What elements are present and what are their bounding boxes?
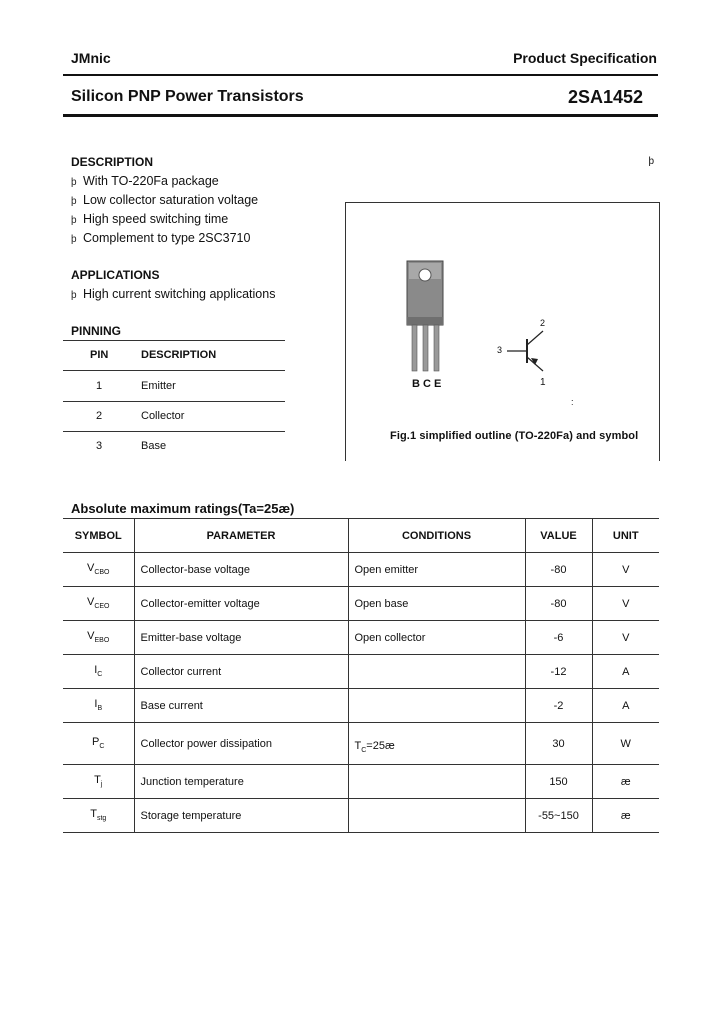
value-cell: -80 [525, 553, 592, 587]
description-item: þ With TO-220Fa package [71, 174, 219, 188]
pin-number: 2 [96, 410, 103, 422]
description-heading: DESCRIPTION [71, 155, 154, 169]
stray-mark: : [571, 397, 574, 407]
parameter-cell: Emitter-base voltage [134, 621, 348, 655]
corner-mark: þ [648, 156, 654, 167]
conditions-cell [348, 765, 525, 799]
parameter-cell: Collector power dissipation [134, 723, 348, 765]
unit-cell: A [592, 689, 659, 723]
applications-heading: APPLICATIONS [71, 268, 160, 282]
parameter-cell: Junction temperature [134, 765, 348, 799]
col-header-value: VALUE [525, 519, 592, 553]
table-row [63, 621, 659, 655]
col-header-unit: UNIT [592, 519, 659, 553]
value-cell: -80 [525, 587, 592, 621]
symbol-cell: $V_{EBO}$ [63, 621, 134, 655]
symbol-cell: $V_{CEO}$ [63, 587, 134, 621]
description-item: þ Low collector saturation voltage [71, 193, 259, 207]
unit-cell: æ [592, 765, 659, 799]
conditions-cell: Open emitter [348, 553, 525, 587]
header-rule [63, 74, 658, 76]
table-row [63, 553, 659, 587]
pin-desc-col-header: DESCRIPTION [141, 349, 217, 361]
unit-cell: æ [592, 799, 659, 833]
symbol-label-base: 3 [497, 345, 503, 355]
bullet-marker: þ [71, 196, 77, 207]
to220-package-illustration [395, 255, 465, 385]
product-specification-label: Product Specification [513, 50, 657, 66]
col-header-symbol: SYMBOL [63, 519, 134, 553]
ratings-title: Absolute maximum ratings(Ta=25æ) [71, 501, 295, 516]
pin-description: Collector [141, 410, 185, 422]
document-title: Silicon PNP Power Transistors [71, 88, 304, 105]
unit-cell: W [592, 723, 659, 765]
bullet-marker: þ [71, 234, 77, 245]
pin-col-header: PIN [90, 349, 109, 361]
ratings-header-row [63, 519, 659, 553]
symbol-cell: $T_{stg}$ [63, 799, 134, 833]
pnp-transistor-symbol [505, 325, 555, 380]
bullet-marker: þ [71, 177, 77, 188]
pin-table-rule [63, 340, 285, 341]
application-item: þ High current switching applications [71, 287, 276, 301]
unit-cell: V [592, 621, 659, 655]
symbol-cell: $I_C$ [63, 655, 134, 689]
unit-cell: A [592, 655, 659, 689]
ratings-table [63, 518, 659, 833]
unit-cell: V [592, 553, 659, 587]
conditions-cell: Open base [348, 587, 525, 621]
pin-letters: B C E [412, 378, 442, 390]
table-row [63, 655, 659, 689]
conditions-cell [348, 655, 525, 689]
conditions-cell [348, 689, 525, 723]
company-name: JMnic [71, 50, 111, 66]
parameter-cell: Storage temperature [134, 799, 348, 833]
value-cell: -55~150 [525, 799, 592, 833]
symbol-label-emitter: 1 [540, 377, 546, 388]
symbol-cell: $V_{CBO}$ [63, 553, 134, 587]
pin-table-rule [63, 370, 285, 371]
parameter-cell: Collector current [134, 655, 348, 689]
table-row [63, 765, 659, 799]
parameter-cell: Collector-emitter voltage [134, 587, 348, 621]
table-row [63, 587, 659, 621]
col-header-parameter: PARAMETER [134, 519, 348, 553]
symbol-cell: $I_B$ [63, 689, 134, 723]
col-header-conditions: CONDITIONS [348, 519, 525, 553]
pinning-heading: PINNING [71, 324, 122, 338]
part-number: 2SA1452 [567, 87, 643, 107]
bullet-marker: þ [71, 290, 77, 301]
pin-table-rule [63, 431, 285, 432]
pin-description: Emitter [141, 380, 176, 392]
description-item: þ Complement to type 2SC3710 [71, 231, 251, 245]
table-row [63, 723, 659, 765]
conditions-cell: Open collector [348, 621, 525, 655]
conditions-cell: $T_C=25æ$ [348, 723, 525, 765]
pin-table-rule [63, 401, 285, 402]
value-cell: -6 [525, 621, 592, 655]
value-cell: -12 [525, 655, 592, 689]
symbol-cell: $P_C$ [63, 723, 134, 765]
title-rule [63, 114, 658, 117]
figure-box [345, 202, 660, 461]
value-cell: 30 [525, 723, 592, 765]
value-cell: -2 [525, 689, 592, 723]
figure-caption: Fig.1 simplified outline (TO-220Fa) and symbol [390, 430, 639, 442]
pin-number: 1 [96, 380, 103, 392]
parameter-cell: Collector-base voltage [134, 553, 348, 587]
description-item: þ High speed switching time [71, 212, 229, 226]
table-row [63, 689, 659, 723]
conditions-cell [348, 799, 525, 833]
pin-description: Base [141, 440, 167, 452]
parameter-cell: Base current [134, 689, 348, 723]
symbol-cell: $T_j$ [63, 765, 134, 799]
unit-cell: V [592, 587, 659, 621]
table-row [63, 799, 659, 833]
pin-number: 3 [96, 440, 103, 452]
symbol-label-collector: 2 [540, 318, 546, 328]
bullet-marker: þ [71, 215, 77, 226]
value-cell: 150 [525, 765, 592, 799]
